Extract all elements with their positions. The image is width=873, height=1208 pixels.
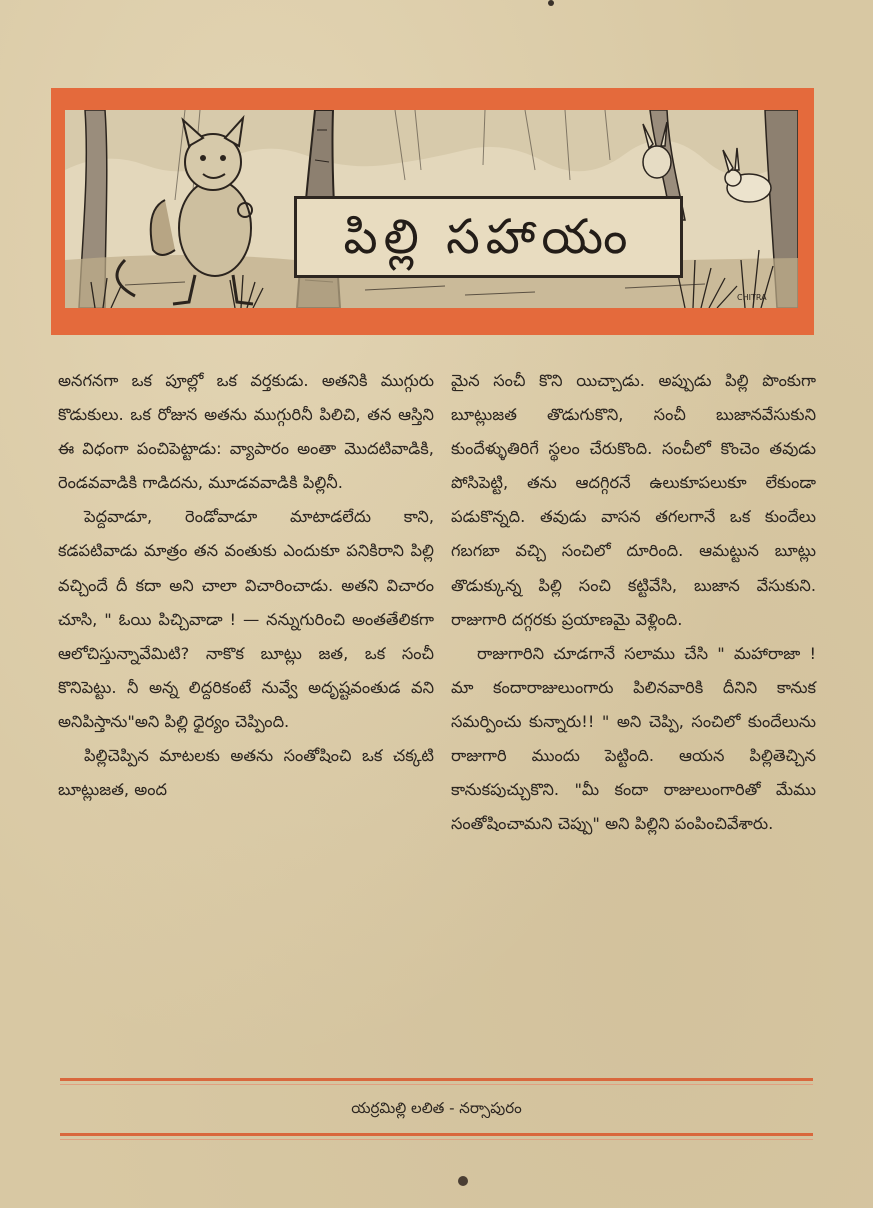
right-column [451, 364, 816, 841]
footer-rule-top [60, 1078, 813, 1081]
header-banner [51, 88, 814, 335]
print-speck [548, 0, 554, 6]
left-column [58, 364, 434, 807]
title-box [294, 196, 683, 278]
paragraph: అనగనగా ఒక పూల్లో ఒక వర్తకుడు. అతనికి ముగ్గురు కొడుకులు. ఒక రోజున అతను ముగ్గురినీ పిలిచి, తన ఆస్తిని ఈ విధంగా పంచిపెట్టాడు: వ్యాపారం అంతా మొదటివాడికి, రెండవవాడికి గాడిదను, మూడవవాడికి పిల్లినీ. [58, 371, 434, 493]
footer-rule-bottom-thin [60, 1139, 813, 1140]
paragraph: పిల్లిచెప్పిన మాటలకు అతను సంతోషించి ఒక చక్కటి బూట్లుజత, అంద [58, 746, 434, 800]
forest-illustration [65, 110, 798, 308]
print-speck [458, 1176, 468, 1186]
footer-rule-top-thin [60, 1084, 813, 1085]
artist-signature: CHITRA [737, 293, 767, 302]
paragraph: పెద్దవాడూ, రెండోవాడూ మాటాడలేదు కాని, కడపటివాడు మాత్రం తన వంతుకు ఎందుకూ పనికిరాని పిల్లి వచ్చిందే దీ కదా అని చాలా విచారించాడు. అతని విచారం చూసి, " ఓయి పిచ్చివాడా ! — నన్నుగురించి అంతతేలికగా ఆలోచిస్తున్నావేమిటి? నాకొక బూట్లు జత, ఒక సంచీ కొనిపెట్టు. నీ అన్న లిద్దరికంటే నువ్వే అదృష్టవంతుడ వని అనిపిస్తాను"అని పిల్లి ధైర్యం చెప్పింది. [58, 507, 434, 731]
footer-rule-bottom [60, 1133, 813, 1136]
story-title: పిల్లి సహాయం [343, 209, 634, 265]
author-credit: యర్రమిల్లి లలిత - నర్సాపురం [351, 1099, 522, 1117]
paragraph: రాజుగారిని చూడగానే సలాము చేసి " మహారాజా ! మా కందారాజులుంగారు పిలినవారికి దీనిని కానుక సమర్పించు కున్నారు!! " అని చెప్పి, సంచిలో కుందేలును రాజుగారి ముందు పెట్టింది. ఆయన పిల్లితెచ్చిన కానుకపుచ్చుకొని. "మీ కందా రాజులుంగారితో మేము సంతోషించామని చెప్పు" అని పిల్లిని పంపించివేశారు. [451, 643, 816, 834]
paragraph: మైన సంచీ కొని యిచ్చాడు. అప్పుడు పిల్లి పొంకుగా బూట్లుజత తొడుగుకొని, సంచీ బుజానవేసుకుని కుందేళ్ళుతిరిగే స్థలం చేరుకొంది. సంచీలో కొంచెం తవుడు పోసిపెట్టి, తను ఆదగ్గిరనే ఉలుకూపలుకూ లేకుండా పడుకొన్నది. తవుడు వాసన తగలగానే ఒక కుందేలు గబగబా వచ్చి సంచిలో దూరింది. ఆమట్టున బూట్లు తొడుక్కున్న పిల్లి సంచి కట్టివేసి, బుజాన వేసుకుని. రాజుగారి దగ్గరకు ప్రయాణమై వెళ్లింది. [451, 371, 816, 629]
